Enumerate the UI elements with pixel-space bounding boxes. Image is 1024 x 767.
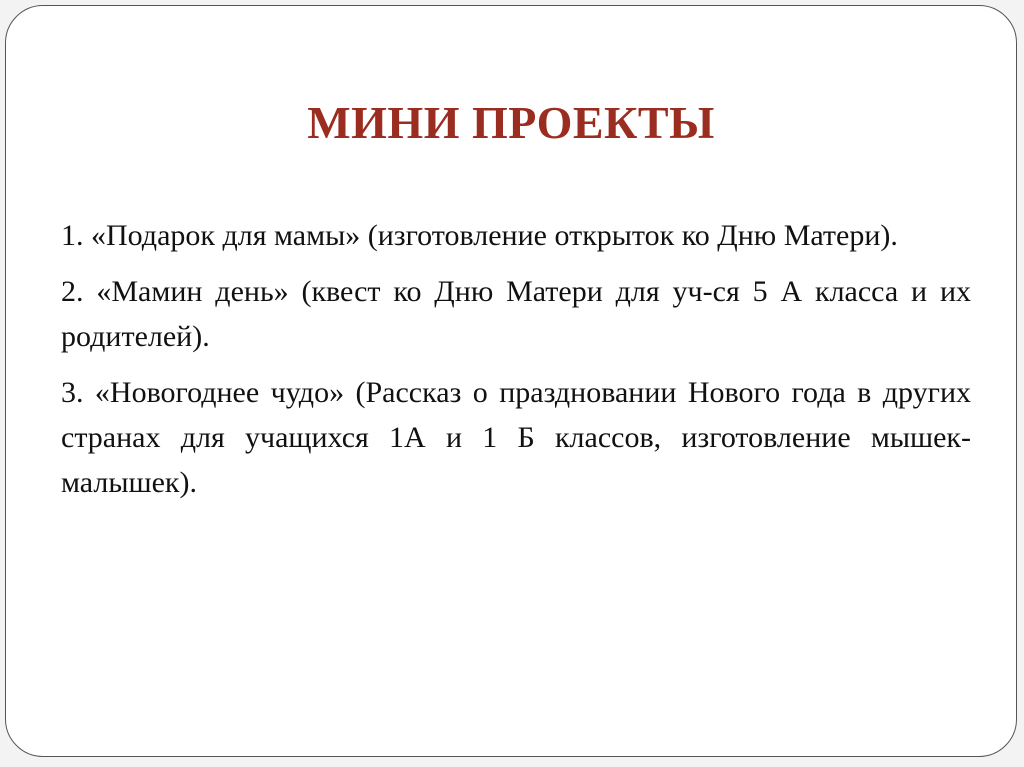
list-item: 3. «Новогоднее чудо» (Рассказ о праздновании Нового года в других странах для учащихся 1А и 1 Б классов, изготовление мышек-малышек). <box>61 376 971 499</box>
list-item: 1. «Подарок для мамы» (изготовление открыток ко Дню Матери). <box>61 219 898 252</box>
slide <box>5 5 1017 757</box>
list-item: 2. «Мамин день» (квест ко Дню Матери для уч-ся 5 А класса и их родителей). <box>61 275 971 353</box>
slide-title: МИНИ ПРОЕКТЫ <box>307 97 715 148</box>
project-list <box>61 213 971 516</box>
